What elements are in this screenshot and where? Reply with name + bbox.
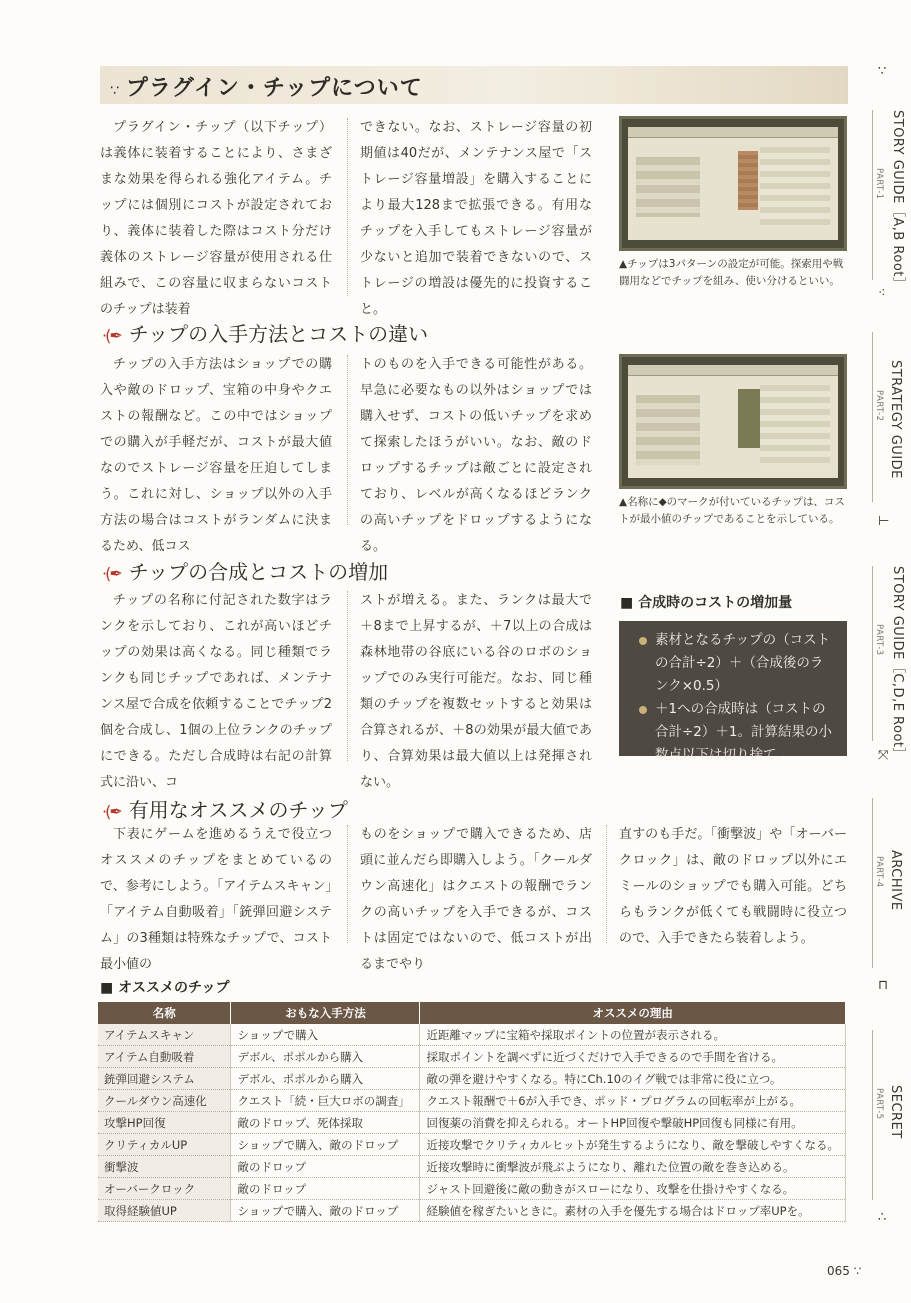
cell-acquisition: 敵のドロップ <box>231 1178 420 1200</box>
cell-acquisition: デボル、ポポルから購入 <box>231 1068 420 1090</box>
section3-text-3: 直すのも手だ。「衝撃波」や「オーバークロック」は、敵のドロップ以外にエミールのショップでも購入可能。どちらもランクが低くても戦闘時に役立つので、入手できたら装着しよう。 <box>619 827 847 946</box>
side-nav-part-4 <box>872 798 910 968</box>
side-nav-part: PART-1 <box>874 168 884 200</box>
cell-reason: 近接攻撃時に衝撃波が飛ぶようになり、離れた位置の敵を巻き込める。 <box>420 1156 846 1178</box>
section-heading-synthesis <box>102 556 388 585</box>
side-nav-title: SECRET <box>888 1085 903 1139</box>
section1-col-1 <box>100 352 332 560</box>
dots-icon: ∴ <box>878 1210 887 1225</box>
table-row <box>98 1178 846 1200</box>
side-nav-title: ARCHIVE <box>888 850 903 911</box>
screenshot-screen <box>628 365 838 478</box>
table-heading: ■ オススメのチップ <box>100 980 230 996</box>
intro-text-1: プラグイン・チップ（以下チップ）は義体に装着することにより、さまざまな効果を得られる強化アイテム。チップには個別にコストが設定されており、義体に装着した際はコスト分だけ義体のストレージ容量が使用される仕組みで、この容量に収まらないコストのチップは装着 <box>100 120 332 317</box>
page-number-text: 065 <box>827 1264 850 1278</box>
column-divider <box>347 825 348 943</box>
cell-chip-name: 銃弾回避システム <box>98 1068 231 1090</box>
section2-col-1 <box>100 588 332 796</box>
cell-acquisition: 敵のドロップ、死体採取 <box>231 1112 420 1134</box>
screenshot-screen <box>628 127 838 240</box>
page-title-text: プラグイン・チップについて <box>125 76 423 101</box>
screenshot-detail-pane <box>760 147 830 227</box>
cell-chip-name: アイテム自動吸着 <box>98 1046 231 1068</box>
column-divider <box>347 355 348 525</box>
cost-formula-list <box>639 629 835 767</box>
side-nav-part: PART-4 <box>874 856 884 888</box>
cell-reason: 近距離マップに宝箱や採取ポイントの位置が表示される。 <box>420 1024 846 1046</box>
section-heading-acquisition <box>102 318 428 347</box>
section3-text-2: ものをショップで購入できるため、店頭に並んだら即購入しよう。「クールダウン高速化」はクエストの報酬でランクの高いチップを入手できるが、コストは固定ではないので、低コストが出るまでやり <box>360 827 592 972</box>
pen-mark-icon: ·(✒ <box>102 802 121 821</box>
cell-acquisition: ショップで購入、敵のドロップ <box>231 1200 420 1222</box>
section-heading-text: チップの入手方法とコストの違い <box>128 322 429 346</box>
cost-formula-item: ＋1への合成時は（コストの合計÷2）＋1。計算結果の小数点以下は切り捨て。 <box>639 698 835 767</box>
page-number <box>827 1264 861 1278</box>
cell-acquisition: ショップで購入、敵のドロップ <box>231 1134 420 1156</box>
cell-chip-name: アイテムスキャン <box>98 1024 231 1046</box>
page-dots-icon: ∵ <box>853 1264 862 1278</box>
side-nav-part-2 <box>872 332 910 502</box>
side-nav-title: STORY GUIDE［A,B Root］ <box>890 110 905 291</box>
table-row <box>98 1090 846 1112</box>
column-divider <box>347 118 348 296</box>
section3-text-1: 下表にゲームを進めるうえで役立つオススメのチップをまとめているので、参考にしよう。「アイテムスキャン」「アイテム自動吸着」「銃弾回避システム」の3種類は特殊なチップで、コスト最小値の <box>100 827 332 972</box>
section2-col-2 <box>360 588 592 796</box>
section-heading-text: チップの合成とコストの増加 <box>128 560 389 584</box>
table-row <box>98 1068 846 1090</box>
cell-chip-name: クリティカルUP <box>98 1134 231 1156</box>
cell-reason: ジャスト回避後に敵の動きがスローになり、攻撃を仕掛けやすくなる。 <box>420 1178 846 1200</box>
screenshot-list <box>636 157 700 217</box>
cell-chip-name: クールダウン高速化 <box>98 1090 231 1112</box>
section-heading-text: 有用なオススメのチップ <box>128 798 348 822</box>
screenshot-storage-bar <box>738 389 760 448</box>
section-heading-recommended <box>102 794 348 823</box>
side-nav-part-1 <box>872 110 910 291</box>
cell-chip-name: 攻撃HP回復 <box>98 1112 231 1134</box>
section3-col-3 <box>619 822 847 952</box>
section3-col-2 <box>360 822 592 978</box>
section1-text-2: トのものを入手できる可能性がある。早急に必要なもの以外はショップでは購入せず、コストの低いチップを求めて探索したほうがいい。なお、敵のドロップするチップは敵ごとに設定されており、レベルが高くなるほどランクの高いチップをドロップするようになる。 <box>360 357 592 554</box>
side-nav-part: PART-2 <box>874 390 884 422</box>
cell-reason: 近接攻撃でクリティカルヒットが発生するようになり、敵を撃破しやすくなる。 <box>420 1134 846 1156</box>
column-divider <box>347 591 348 761</box>
cell-chip-name: 衝撃波 <box>98 1156 231 1178</box>
section3-col-1 <box>100 822 332 978</box>
constellation-icon: ⁖ <box>878 286 886 301</box>
side-nav-part: PART-5 <box>874 1088 884 1120</box>
column-divider <box>606 825 607 943</box>
screenshot-list <box>636 395 700 465</box>
cost-box-heading: ■ 合成時のコストの増加量 <box>620 595 793 611</box>
bracket-icon: ⊢ <box>878 514 890 529</box>
intro-caption: ▲チップは3パターンの設定が可能。探索用や戦闘用などでチップを組み、使い分けるといい。 <box>619 258 844 287</box>
side-nav-title: STORY GUIDE［C,D,E Root］ <box>890 566 905 761</box>
screenshot-detail-pane <box>760 385 830 465</box>
screenshot-chip-settings <box>619 116 847 251</box>
table-row <box>98 1112 846 1134</box>
intro-text-2: できない。なお、ストレージ容量の初期値は40だが、メンテナンス屋で「ストレージ容量増設」を購入することにより最大128まで拡張できる。有用なチップを入手してもストレージ容量が少ないと追加で装着できないので、ストレージの増設は優先的に投資すること。 <box>360 120 592 317</box>
screenshot-tabs <box>628 127 838 138</box>
section2-text-1: チップの名称に付記された数字はランクを示しており、これが高いほどチップの効果は高くなる。同じ種類でランクも同じチップであれば、メンテナンス屋で合成を依頼することでチップ2個を合成し、1個の上位ランクのチップにできる。ただし合成時は右記の計算式に沿い、コ <box>100 593 332 790</box>
screenshot-tabs <box>628 365 838 376</box>
intro-col-2 <box>360 115 592 323</box>
side-nav-rule <box>872 1030 873 1200</box>
table-row <box>98 1156 846 1178</box>
cost-formula-item: 素材となるチップの（コストの合計÷2）＋（合成後のランク×0.5） <box>639 629 835 698</box>
cell-reason: 敵の弾を避けやすくなる。特にCh.10のイグ戦では非常に役に立つ。 <box>420 1068 846 1090</box>
column-header: オススメの理由 <box>420 1002 846 1024</box>
cell-acquisition: クエスト「続・巨大ロボの調査」 <box>231 1090 420 1112</box>
table-body <box>98 1024 846 1222</box>
recommended-chip-table <box>98 1002 846 1222</box>
cell-acquisition: 敵のドロップ <box>231 1156 420 1178</box>
pen-mark-icon: ·(✒ <box>102 326 121 345</box>
cross-icon: ⤧ <box>878 748 889 763</box>
section1-text-1: チップの入手方法はショップでの購入や敵のドロップ、宝箱の中身やクエストの報酬など。この中ではショップでの購入が手軽だが、コストが最大値なのでストレージ容量を圧迫してしまう。これに対し、ショップ以外の入手方法の場合はコストがランダムに決まるため、低コス <box>100 357 332 554</box>
cell-acquisition: デボル、ポポルから購入 <box>231 1046 420 1068</box>
dots-icon: ∵ <box>878 64 887 79</box>
screenshot-chip-list <box>619 354 847 489</box>
cell-chip-name: オーバークロック <box>98 1178 231 1200</box>
title-dots: ∵ <box>110 83 120 99</box>
section1-col-2 <box>360 352 592 560</box>
table-row <box>98 1134 846 1156</box>
side-nav-title: STRATEGY GUIDE <box>888 360 903 479</box>
cell-reason: 回復薬の消費を抑えられる。オートHP回復や撃破HP回復も同様に有用。 <box>420 1112 846 1134</box>
side-nav-part-5 <box>872 1030 910 1200</box>
side-nav-part: PART-3 <box>874 624 884 656</box>
cell-chip-name: 取得経験値UP <box>98 1200 231 1222</box>
cost-formula-box <box>619 621 847 763</box>
frame-icon: ⊓ <box>878 978 889 993</box>
cell-reason: クエスト報酬で＋6が入手でき、ポッド・プログラムの回転率が上がる。 <box>420 1090 846 1112</box>
screenshot-storage-bar <box>738 151 758 210</box>
pen-mark-icon: ·(✒ <box>102 564 121 583</box>
cell-reason: 採取ポイントを調べずに近づくだけで入手できるので手間を省ける。 <box>420 1046 846 1068</box>
side-nav-rule <box>872 332 873 502</box>
section2-text-2: ストが増える。また、ランクは最大で＋8まで上昇するが、＋7以上の合成は森林地帯の谷底にいる谷のロボのショップでのみ実行可能だ。なお、同じ種類のチップを複数セットすると効果は合算されるが、＋8の効果が最大値であり、合算効果は最大値以上は発揮されない。 <box>360 593 592 790</box>
side-nav-rule <box>872 566 873 741</box>
cell-reason: 経験値を稼ぎたいときに。素材の入手を優先する場合はドロップ率UPを。 <box>420 1200 846 1222</box>
column-header: 名称 <box>98 1002 231 1024</box>
table-row <box>98 1024 846 1046</box>
side-nav-rule <box>872 798 873 968</box>
side-nav-part-3 <box>872 566 910 761</box>
page-title <box>110 71 423 102</box>
column-header: おもな入手方法 <box>231 1002 420 1024</box>
cell-acquisition: ショップで購入 <box>231 1024 420 1046</box>
side-nav-rule <box>872 110 873 280</box>
table-row <box>98 1046 846 1068</box>
intro-col-1 <box>100 115 332 323</box>
section1-caption: ▲名称に◆のマークが付いているチップは、コストが最小値のチップであることを示している。 <box>619 496 845 525</box>
table-header-row <box>98 1002 846 1024</box>
table-row <box>98 1200 846 1222</box>
